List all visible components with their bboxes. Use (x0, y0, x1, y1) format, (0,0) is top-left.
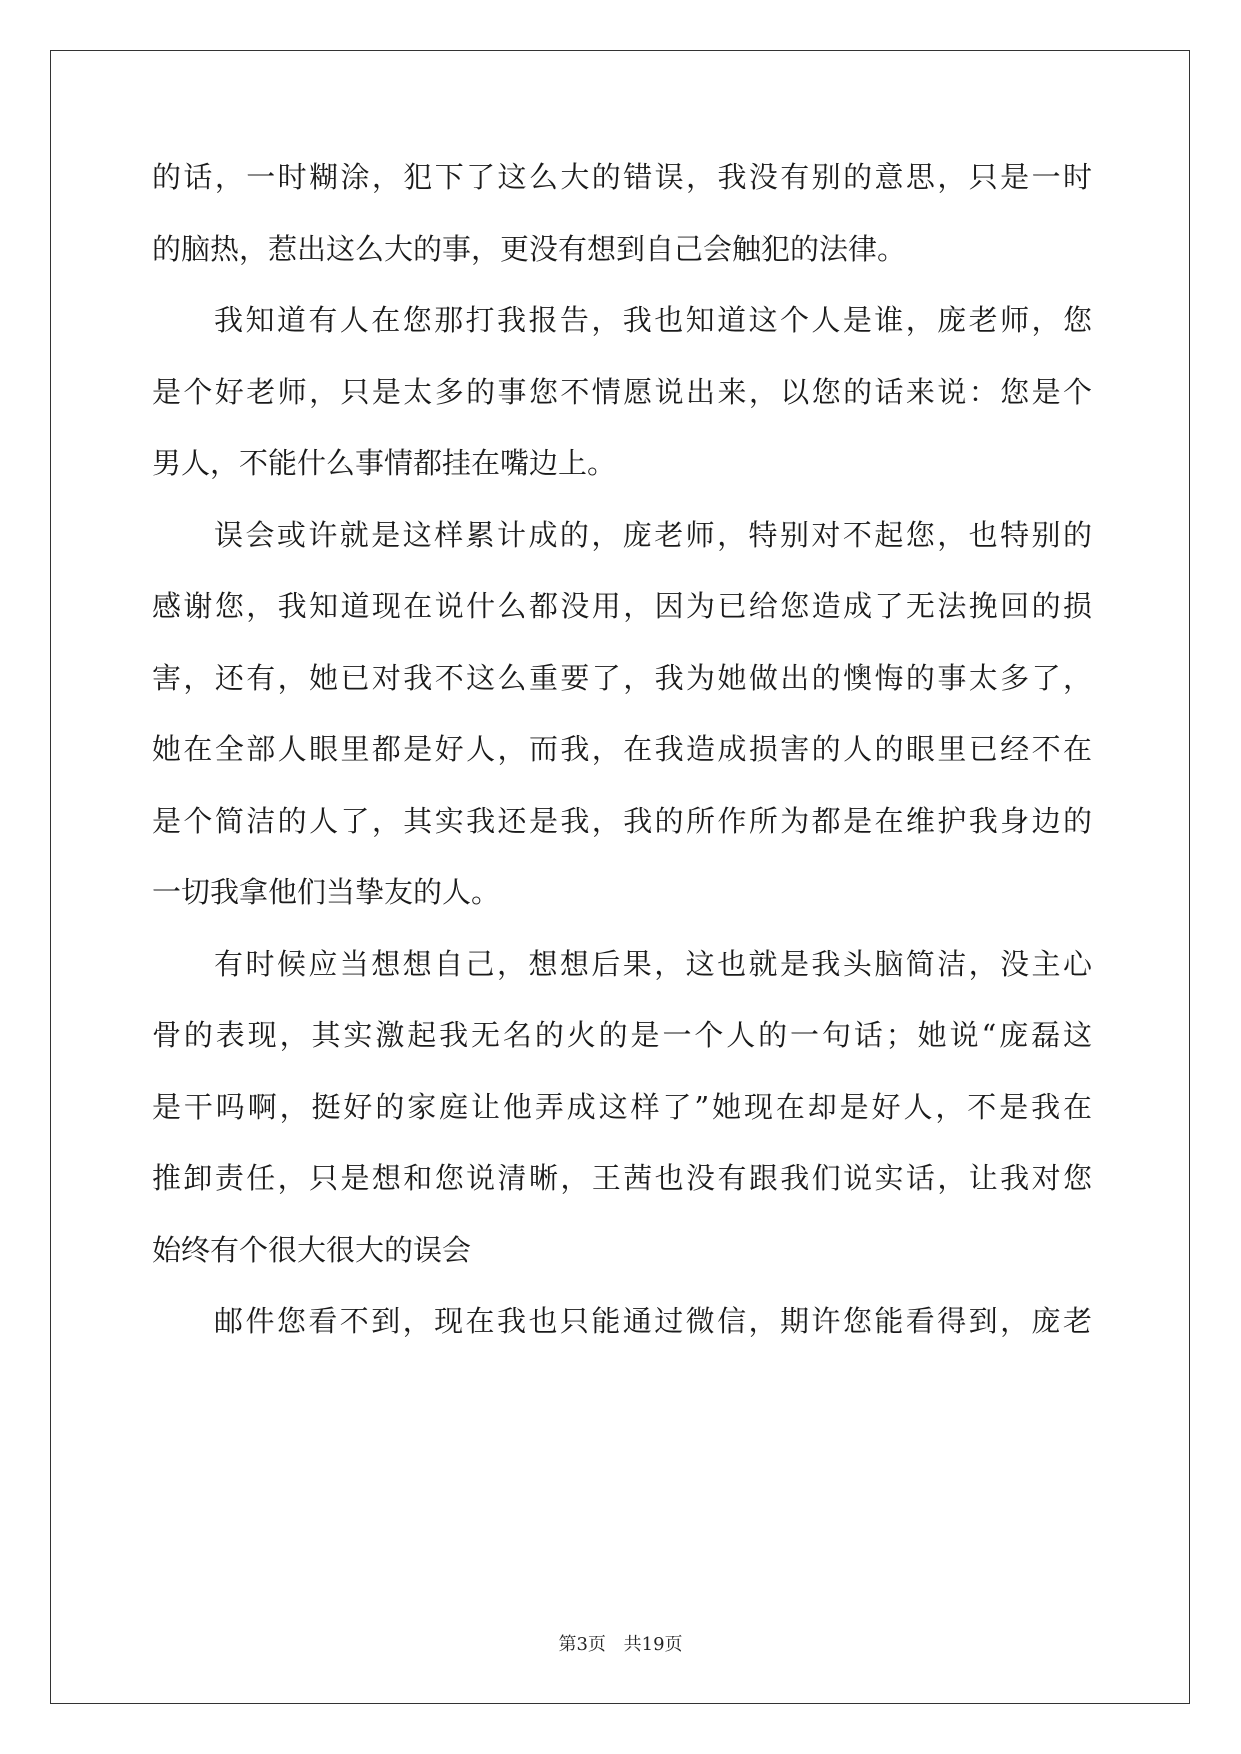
text-line-15: 推卸责任，只是想和您说清晰，王茜也没有跟我们说实话，让我对您 (152, 1161, 1092, 1195)
text-line-10: 是个简洁的人了，其实我还是我，我的所作所为都是在维护我身边的 (152, 803, 1092, 838)
text-line-12: 有时候应当想想自己，想想后果，这也就是我头脑简洁，没主心 (214, 946, 1092, 981)
text-line-8: 害，还有，她已对我不这么重要了，我为她做出的懊悔的事太多了， (152, 660, 1092, 695)
text-line-6: 误会或许就是这样累计成的，庞老师，特别对不起您，也特别的 (214, 517, 1092, 552)
text-line-4: 是个好老师，只是太多的事您不情愿说出来，以您的话来说：您是个 (152, 374, 1092, 409)
page-number: 第3页 (558, 1634, 606, 1655)
page-footer (0, 1630, 1241, 1656)
text-line-5: 男人，不能什么事情都挂在嘴边上。 (152, 446, 617, 480)
text-line-7: 感谢您，我知道现在说什么都没用，因为已给您造成了无法挽回的损 (152, 589, 1092, 623)
text-line-17: 邮件您看不到，现在我也只能通过微信，期许您能看得到，庞老 (214, 1304, 1092, 1338)
text-line-9: 她在全部人眼里都是好人，而我，在我造成损害的人的眼里已经不在 (152, 732, 1092, 766)
text-line-2: 的脑热，惹出这么大的事，更没有想到自己会触犯的法律。 (152, 231, 907, 266)
text-line-3: 我知道有人在您那打我报告，我也知道这个人是谁，庞老师，您 (214, 303, 1092, 337)
text-line-13: 骨的表现，其实激起我无名的火的是一个人的一句话；她说“庞磊这 (152, 1018, 1092, 1052)
text-line-14: 是干吗啊，挺好的家庭让他弄成这样了”她现在却是好人，不是我在 (152, 1089, 1092, 1124)
text-line-11: 一切我拿他们当挚友的人。 (152, 875, 501, 909)
page-total: 共19页 (623, 1634, 683, 1655)
text-line-16: 始终有个很大很大的误会 (152, 1232, 472, 1267)
text-line-1: 的话，一时糊涂，犯下了这么大的错误，我没有别的意思，只是一时 (152, 160, 1092, 194)
